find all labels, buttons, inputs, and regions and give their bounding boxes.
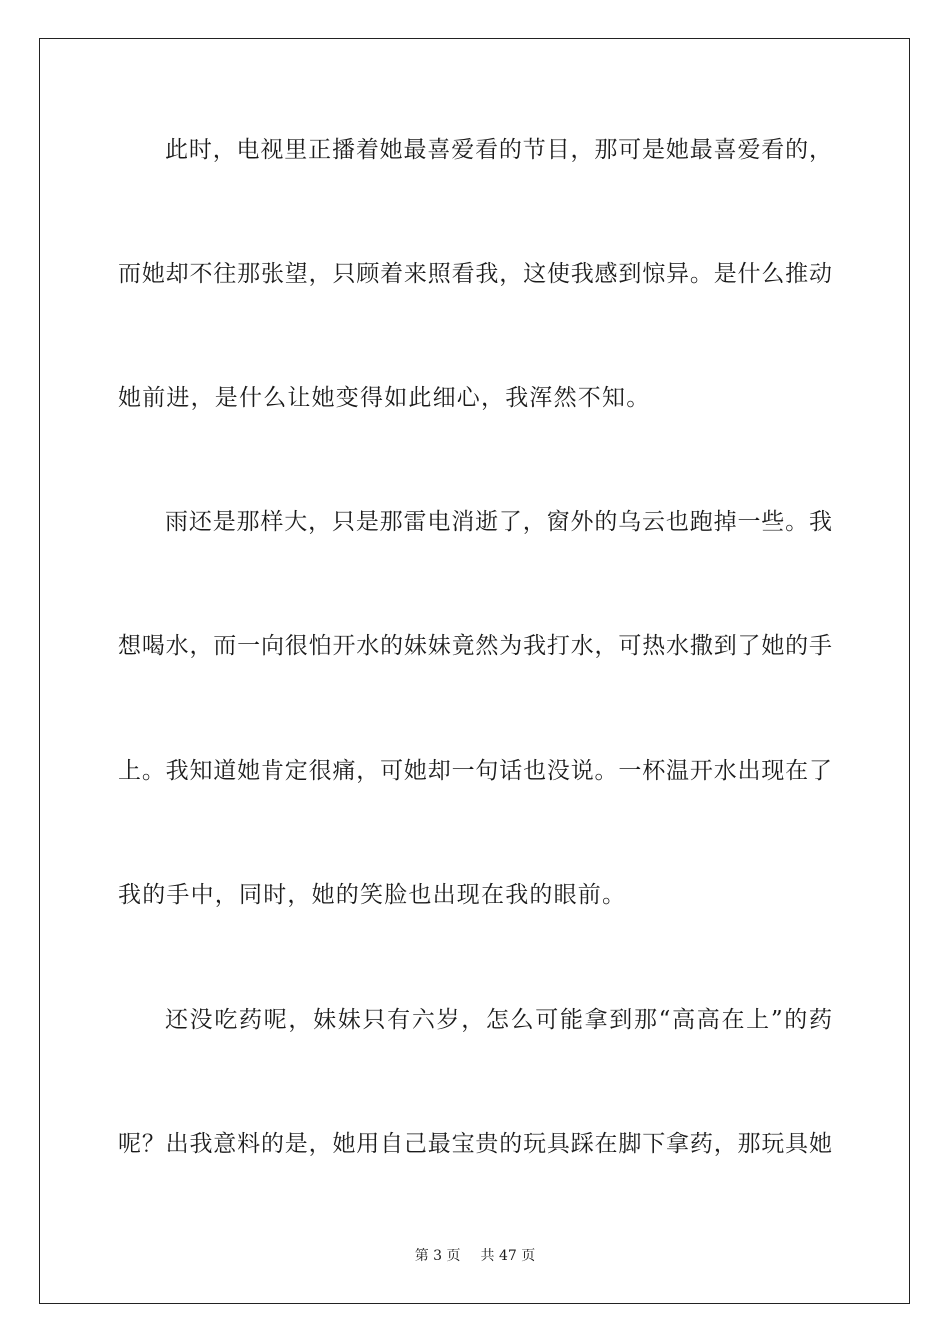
page-footer <box>0 1246 950 1266</box>
page-total: 共 47 页 <box>480 1248 536 1264</box>
paragraph-3-line-2: 呢？出我意料的是，她用自己最宝贵的玩具踩在脚下拿药，那玩具她 <box>118 1131 832 1157</box>
paragraph-3-line-1: 还没吃药呢，妹妹只有六岁，怎么可能拿到那“高高在上”的药 <box>165 1007 832 1033</box>
paragraph-1-line-2: 而她却不往那张望，只顾着来照看我，这使我感到惊异。是什么推动 <box>118 261 832 287</box>
paragraph-2-line-2: 想喝水，而一向很怕开水的妹妹竟然为我打水，可热水撒到了她的手 <box>118 633 832 659</box>
paragraph-2-line-3: 上。我知道她肯定很痛，可她却一句话也没说。一杯温开水出现在了 <box>118 758 832 784</box>
paragraph-2-line-1: 雨还是那样大，只是那雷电消逝了，窗外的乌云也跑掉一些。我 <box>165 509 832 535</box>
page-number: 第 3 页 <box>414 1248 461 1264</box>
paragraph-1-line-1: 此时，电视里正播着她最喜爱看的节目，那可是她最喜爱看的， <box>165 137 832 163</box>
paragraph-2-line-4: 我的手中，同时，她的笑脸也出现在我的眼前。 <box>118 882 627 908</box>
page-border <box>39 38 910 1304</box>
paragraph-1-line-3: 她前进，是什么让她变得如此细心，我浑然不知。 <box>118 385 651 411</box>
